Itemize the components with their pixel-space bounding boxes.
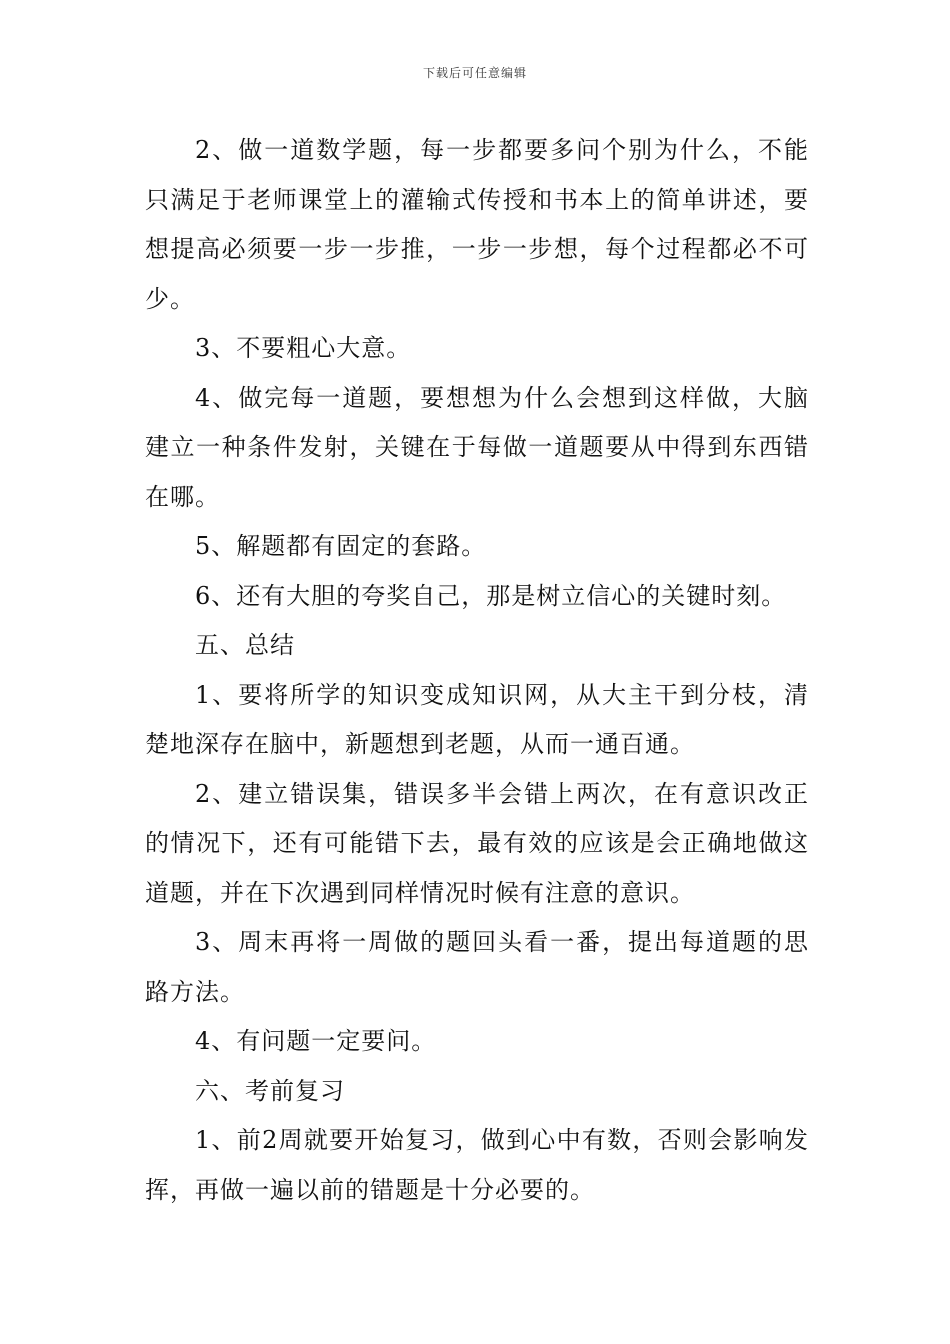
paragraph-tip-3: 3、不要粗心大意。 — [195, 334, 412, 362]
paragraph-tip-5: 5、解题都有固定的套路。 — [195, 532, 487, 560]
paragraph-tip-2: 2、做一道数学题，每一步都要多问个别为什么，不能只满足于老师课堂上的灌输式传授和书本上的简单讲述，要想提高必须要一步一步推，一步一步想，每个过程都必不可少。 — [145, 136, 809, 313]
paragraph-exam-review-1: 1、前2周就要开始复习，做到心中有数，否则会影响发挥，再做一遍以前的错题是十分必要的。 — [145, 1126, 809, 1204]
paragraph-summary-3: 3、周末再将一周做的题回头看一番，提出每道题的思路方法。 — [145, 928, 809, 1006]
section-heading-exam-review: 六、考前复习 — [195, 1076, 345, 1105]
paragraph-summary-2: 2、建立错误集，错误多半会错上两次，在有意识改正的情况下，还有可能错下去，最有效的应该是会正确地做这道题，并在下次遇到同样情况时候有注意的意识。 — [145, 779, 809, 907]
page-header: 下载后可任意编辑 — [422, 66, 527, 80]
section-heading-summary: 五、总结 — [195, 631, 295, 659]
paragraph-summary-4: 4、有问题一定要问。 — [195, 1027, 437, 1055]
paragraph-tip-6: 6、还有大胆的夸奖自己，那是树立信心的关键时刻。 — [195, 581, 787, 610]
paragraph-tip-4: 4、做完每一道题，要想想为什么会想到这样做，大脑建立一种条件发射，关键在于每做一道题要从中得到东西错在哪。 — [145, 383, 809, 511]
document-body — [145, 126, 809, 1215]
paragraph-summary-1: 1、要将所学的知识变成知识网，从大主干到分枝，清楚地深存在脑中，新题想到老题，从而一通百通。 — [145, 680, 809, 758]
